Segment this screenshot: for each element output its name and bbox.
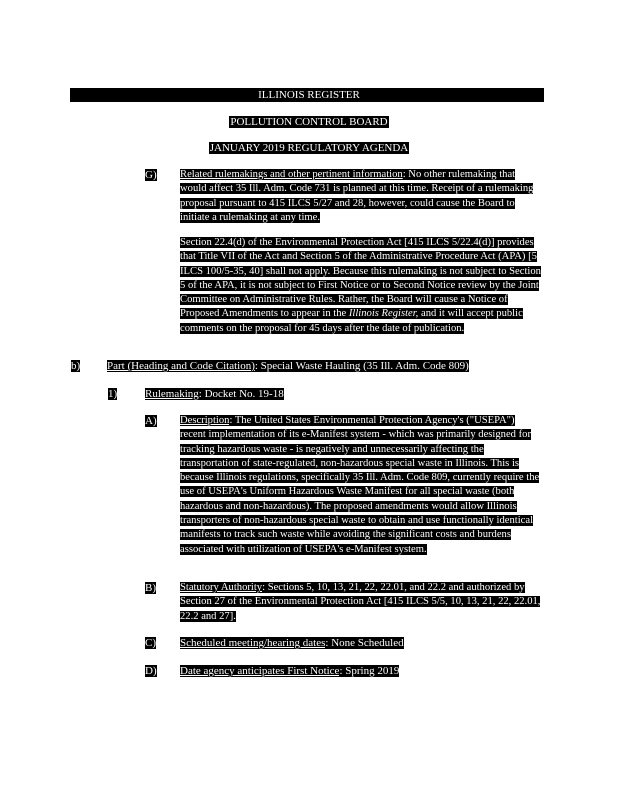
rulemaking-1-text: : Docket No. 19-18 — [198, 388, 284, 400]
item-b-text: : Sections 5, 10, 13, 21, 22, 22.01, and 22.2 and authorized by Section 27 of the Environmental Protection Act [415 ILCS 5/5, 10, 13, 21, 22, 22.01, 22.2 and 27]. — [180, 582, 541, 622]
item-d-line — [180, 664, 399, 678]
item-c-label — [145, 636, 156, 650]
item-a-label — [145, 414, 157, 428]
rulemaking-1-heading: Rulemaking — [145, 388, 199, 400]
item-d-text: : Spring 2019 — [339, 665, 400, 677]
item-b-paragraph — [180, 581, 542, 624]
item-b-label-text: B) — [145, 582, 156, 594]
section-g-text: : No other rulemaking that would affect 35 Ill. Adm. Code 731 is planned at this time. Receipt of a rulemaking proposal pursuant to 415 ILCS 5/27 and 28, however, could cause the Board to initiate a rulemaking at any time. — [180, 169, 534, 223]
section-g-label — [145, 168, 157, 182]
item-a-label-text: A) — [145, 415, 157, 427]
rulemaking-1-label — [108, 387, 117, 401]
section-g-paragraph-2 — [180, 236, 542, 336]
section-g-para2-b: and it will accept public comments on the proposal for 45 days after the date of publication. — [180, 308, 523, 334]
section-g-paragraph-1 — [180, 168, 542, 225]
rulemaking-1-heading-line — [145, 387, 284, 401]
register-title — [0, 88, 618, 102]
board-title — [0, 115, 618, 129]
item-a-text: : The United States Environmental Protection Agency's ("USEPA") recent implementation of its e-Manifest system - which was primarily designed for tracking hazardous waste - is negatively and unnecessarily affecting the transportation of state-regulated, non-hazardous special waste in Illinois. This is because Illinois regulations, specifically 35 Ill. Adm. Code 809, currently require the use of USEPA's Uniform Hazardous Waste Manifest for all special waste (both hazardous and non-hazardous). The proposed amendments would allow Illinois transporters of non-hazardous special waste to obtain and use functionally identical manifests to track such waste while avoiding the significant costs and burdens associated with utilization of USEPA's e-Manifest system. — [180, 415, 540, 555]
part-b-text: : Special Waste Hauling (35 Ill. Adm. Code 809) — [254, 360, 469, 372]
board-title-text: POLLUTION CONTROL BOARD — [230, 116, 388, 128]
item-d-label — [145, 664, 157, 678]
item-a-paragraph — [180, 414, 542, 557]
agenda-title-text: JANUARY 2019 REGULATORY AGENDA — [209, 142, 409, 154]
section-g-para2-a: Section 22.4(d) of the Environmental Protection Act [415 ILCS 5/22.4(d)] provides that Title VII of the Act and Section 5 of the Administrative Procedure Act (APA) [5 ILCS 100/5-35, 40] shall not apply. Because this rulemaking is not subject to Section 5 of the APA, it is not subject to First Notice or to Second Notice review by the Joint Committee on Administrative Rules. Rather, the Board will cause a Notice of Proposed Amendments to appear in the — [180, 237, 541, 320]
item-d-label-text: D) — [145, 665, 157, 677]
section-g-para2-italic: Illinois Register, — [348, 308, 419, 320]
part-b-heading: Part (Heading and Code Citation) — [107, 360, 255, 372]
item-b-heading: Statutory Authority — [180, 582, 263, 593]
register-title-text: ILLINOIS REGISTER — [258, 89, 360, 101]
item-c-text: : None Scheduled — [325, 637, 404, 649]
item-c-heading: Scheduled meeting/hearing dates — [180, 637, 326, 649]
item-d-heading: Date agency anticipates First Notice — [180, 665, 340, 677]
item-c-label-text: C) — [145, 637, 156, 649]
item-c-line — [180, 636, 404, 650]
agenda-title — [0, 141, 618, 155]
section-g-label-text: G) — [145, 169, 157, 181]
part-b-label-text: b) — [71, 360, 81, 372]
item-a-heading: Description — [180, 415, 230, 426]
part-b-heading-line — [107, 359, 469, 373]
item-b-label — [145, 581, 156, 595]
part-b-label — [71, 359, 80, 373]
section-g-heading: Related rulemakings and other pertinent information — [180, 169, 403, 180]
rulemaking-1-label-text: 1) — [108, 388, 118, 400]
